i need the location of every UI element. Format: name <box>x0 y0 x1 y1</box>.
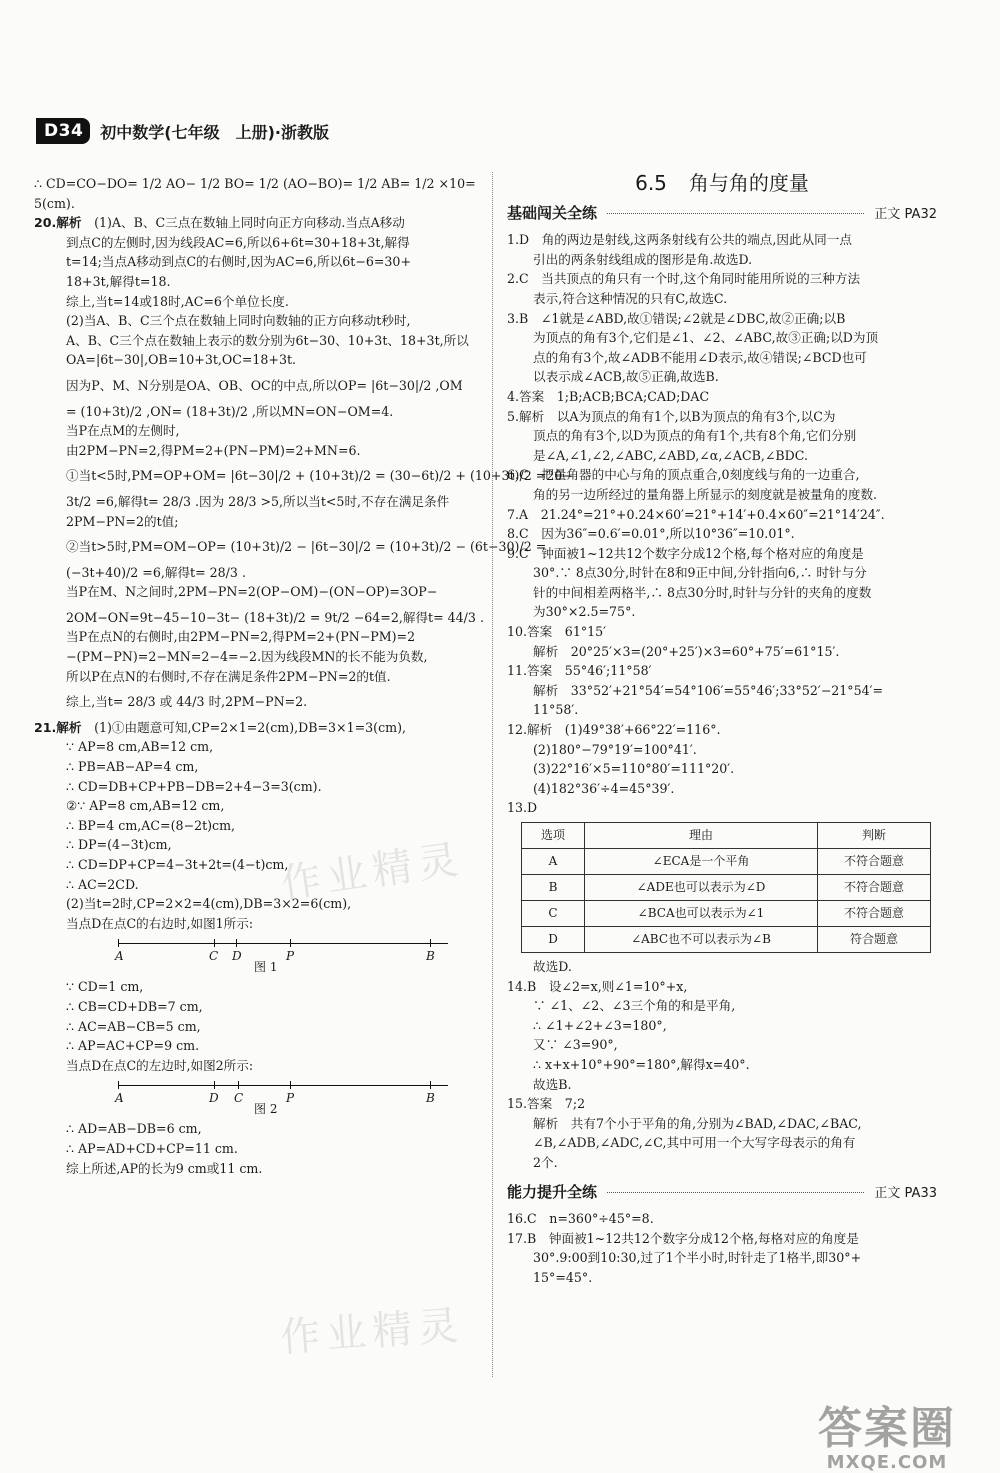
answer-line: 为顶点的角有3个,它们是∠1、∠2、∠ABC,故③正确;以D为顶 <box>533 330 879 346</box>
page-header <box>36 118 329 144</box>
point-label: B <box>426 1091 435 1106</box>
text-line: 综上所述,AP的长为9 cm或11 cm. <box>66 1160 263 1176</box>
answer-line: 解析 共有7个小于平角的角,分别为∠BAD,∠DAC,∠BAC, <box>533 1115 862 1131</box>
point-label: B <box>426 949 435 964</box>
text-line: ∴ CB=CD+DB=7 cm, <box>66 998 203 1014</box>
text-line: 综上,当t=14或18时,AC=6个单位长度. <box>66 293 289 309</box>
site-logo <box>818 1392 956 1473</box>
answer-line: ∴ x+x+10°+90°=180°,解得x=40°. <box>533 1056 750 1072</box>
text-line: 当P在M、N之间时,2PM−PN=2(OP−OM)−(ON−OP)=3OP− <box>66 584 438 600</box>
text-line: ∴ CD=DB+CP+PB−DB=2+4−3=3(cm). <box>66 778 322 794</box>
question-number: 21.解析 <box>34 719 82 735</box>
text-line: A、B、C三个点在数轴上表示的数分别为6t−30、10+3t、18+3t,所以 <box>66 332 469 348</box>
answer-line: 故选D. <box>533 959 572 974</box>
text-line: ∴ CD=CO−DO= 1/2 AO− 1/2 BO= 1/2 (AO−BO)= 1/2 AB= 1/2 ×10= <box>34 176 476 191</box>
text-line: (1)A、B、C三点在数轴上同时向正方向移动.当点A移动 <box>94 215 405 231</box>
text-line: = (10+3t)/2 ,ON= (18+3t)/2 ,所以MN=ON−OM=4. <box>66 403 394 419</box>
answer-line: 3.B ∠1就是∠ABD,故①错误;∠2就是∠DBC,故②正确;以B <box>507 310 846 326</box>
page-number-badge: D34 <box>36 118 90 144</box>
question-number: 20.解析 <box>34 215 82 231</box>
section-number: 6.5 <box>635 171 667 195</box>
table-cell: D <box>522 927 585 953</box>
table-cell: ∠BCA也可以表示为∠1 <box>585 901 818 927</box>
point-label: A <box>115 949 124 964</box>
page-reference: 正文 PA32 <box>874 206 937 222</box>
text-line: 当点D在点C的左边时,如图2所示: <box>66 1057 254 1073</box>
subsection-heading <box>507 204 937 225</box>
table-header-row <box>522 823 931 849</box>
text-line: 3t/2 =6,解得t= 28/3 .因为 28/3 >5,所以当t<5时,不存在满足条件 <box>66 493 450 509</box>
table-row <box>522 849 931 875</box>
answer-line: 1.D 角的两边是射线,这两条射线有公共的端点,因此从同一点 <box>507 232 852 248</box>
point-label: P <box>286 1091 295 1106</box>
figure-2 <box>34 1077 480 1117</box>
answer-table <box>521 822 931 953</box>
answer-line: 顶点的角有3个,以D为顶点的角有1个,共有8个角,它们分别 <box>533 428 857 444</box>
watermark: 作业精灵 <box>278 836 467 908</box>
answer-line: 2个. <box>533 1154 558 1170</box>
text-line: 当P在点N的右侧时,由2PM−PN=2,得PM=2+(PN−PM)=2 <box>66 629 416 645</box>
figure-caption: 图 1 <box>254 960 278 975</box>
answer-line: 15.答案 7;2 <box>507 1096 586 1112</box>
answer-line: ∴ ∠1+∠2+∠3=180°, <box>533 1017 667 1033</box>
answer-line: 以表示成∠ACB,故⑤正确,故选B. <box>533 369 719 385</box>
text-line: ①当t<5时,PM=OP+OM= |6t−30|/2 + (10+3t)/2 = (30−6t)/2 + (10+3t)/2 =20− <box>66 468 573 484</box>
point-label: D <box>232 949 242 964</box>
text-line: 因为P、M、N分别是OA、OB、OC的中点,所以OP= |6t−30|/2 ,OM <box>66 377 463 393</box>
section-title <box>507 171 937 195</box>
answer-line: 12.解析 (1)49°38′+66°22′=116°. <box>507 722 721 738</box>
text-line: 18+3t,解得t=18. <box>66 273 171 289</box>
question-21 <box>34 718 480 738</box>
table-cell: 不符合题意 <box>818 875 931 901</box>
table-cell: A <box>522 849 585 875</box>
answer-line: 11.答案 55°46′;11°58′ <box>507 663 652 679</box>
table-row <box>522 875 931 901</box>
table-cell: 不符合题意 <box>818 901 931 927</box>
number-line <box>118 1085 448 1086</box>
answer-line: 14.B 设∠2=x,则∠1=10°+x, <box>507 978 688 994</box>
answer-line: 2.C 当共顶点的角只有一个时,这个角同时能用所说的三种方法 <box>507 271 861 287</box>
text-line: ∴ AP=AC+CP=9 cm. <box>66 1038 200 1054</box>
text-line: ∴ DP=(4−3t)cm, <box>66 837 172 853</box>
subsection-title: 能力提升全练 <box>507 1182 598 1201</box>
column-divider <box>492 172 493 1377</box>
answer-line: 解析 20°25′×3=(20°+25′)×3=60°+75′=61°15′. <box>533 643 840 659</box>
table-cell: ∠ABC也不可以表示为∠B <box>585 927 818 953</box>
watermark: 作业精灵 <box>278 1302 466 1362</box>
text-line: ∵ AP=8 cm,AB=12 cm, <box>66 739 214 755</box>
answer-line: 是∠A,∠1,∠2,∠ABC,∠ABD,∠α,∠ACB,∠BDC. <box>533 447 808 463</box>
text-line: 当点D在点C的右边时,如图1所示: <box>66 915 254 931</box>
answer-line: (4)182°36′÷4=45°39′. <box>533 780 675 796</box>
text-line: 所以P在点N的右侧时,不存在满足条件2PM−PN=2的t值. <box>66 668 391 684</box>
text-line: t=14;当点A移动到点C的右侧时,因为AC=6,所以6t−6=30+ <box>66 254 411 270</box>
figure-caption: 图 2 <box>254 1102 278 1117</box>
text-line: 当P在点M的左侧时, <box>66 423 180 439</box>
table-header: 理由 <box>585 823 818 849</box>
answer-line: 11°58′. <box>533 702 579 718</box>
table-cell: 符合题意 <box>818 927 931 953</box>
table-cell: ∠ECA是一个平角 <box>585 849 818 875</box>
text-line: 综上,当t= 28/3 或 44/3 时,2PM−PN=2. <box>66 694 308 710</box>
subsection-title: 基础闯关全练 <box>507 203 598 222</box>
text-line: 2PM−PN=2的t值; <box>66 513 179 529</box>
answer-line: (2)180°−79°19′=100°41′. <box>533 741 697 757</box>
point-label: D <box>209 1091 219 1106</box>
text-line: ∴ AC=AB−CB=5 cm, <box>66 1018 201 1034</box>
table-cell: ∠ADE也可以表示为∠D <box>585 875 818 901</box>
figure-1 <box>34 935 480 975</box>
table-cell: C <box>522 901 585 927</box>
answer-line: 针的中间相差两格半,∴ 8点30分时,时针与分针的夹角的度数 <box>533 584 872 600</box>
answer-line: 7.A 21.24°=21°+0.24×60′=21°+14′+0.4×60″=21°14′24″. <box>507 506 885 522</box>
question-20 <box>34 213 480 233</box>
answer-line: 15°=45°. <box>533 1269 593 1285</box>
answer-line: 8.C 因为36″=0.6′=0.01°,所以10°36″=10.01°. <box>507 526 795 542</box>
answer-line: 点的角有3个,故∠ADB不能用∠D表示,故④错误;∠BCD也可 <box>533 349 867 365</box>
text-line: OA=|6t−30|,OB=10+3t,OC=18+3t. <box>66 352 297 368</box>
logo-text: 答案圈 <box>818 1403 956 1454</box>
answer-line: 4.答案 1;B;ACB;BCA;CAD;DAC <box>507 388 710 404</box>
answer-line: 为30°×2.5=75°. <box>533 604 636 620</box>
subsection-heading <box>507 1183 937 1204</box>
text-line: ②当t>5时,PM=OM−OP= (10+3t)/2 − |6t−30|/2 = (10+3t)/2 − (6t−30)/2 = <box>66 539 547 555</box>
answer-line: 9.C 钟面被1~12共12个数字分成12个格,每个格对应的角度是 <box>507 545 864 561</box>
answer-line: (3)22°16′×5=110°80′=111°20′. <box>533 761 735 777</box>
answer-line: 5.解析 以A为顶点的角有1个,以B为顶点的角有3个,以C为 <box>507 408 836 424</box>
answer-line: 角的另一边所经过的量角器上所显示的刻度就是被量角的度数. <box>533 486 878 502</box>
number-line <box>118 943 448 944</box>
table-header: 选项 <box>522 823 585 849</box>
table-cell: 不符合题意 <box>818 849 931 875</box>
text-line: (1)①由题意可知,CP=2×1=2(cm),DB=3×1=3(cm), <box>94 719 406 735</box>
text-line: (−3t+40)/2 =6,解得t= 28/3 . <box>66 564 246 580</box>
text-line: −(PM−PN)=2−MN=2−4=−2.因为线段MN的长不能为负数, <box>66 649 428 665</box>
table-row <box>522 927 931 953</box>
point-label: C <box>234 1091 244 1106</box>
text-line: ∴ CD=DP+CP=4−3t+2t=(4−t)cm, <box>66 857 289 872</box>
section-name: 角与角的度量 <box>688 171 809 195</box>
right-column <box>507 171 937 1288</box>
text-line: (2)当t=2时,CP=2×2=4(cm),DB=3×2=6(cm), <box>66 896 352 912</box>
text-line: 到点C的左侧时,因为线段AC=6,所以6+6t=30+18+3t,解得 <box>66 234 410 250</box>
answer-line: 17.B 钟面被1~12共12个数字分成12个格,每格对应的角度是 <box>507 1230 859 1246</box>
answer-line: 又∵ ∠3=90°, <box>533 1037 618 1053</box>
point-label: P <box>286 949 295 964</box>
text-line: 5(cm). <box>34 195 75 211</box>
table-row <box>522 901 931 927</box>
answer-line: 引出的两条射线组成的图形是角.故选D. <box>533 251 753 267</box>
answer-line: 13.D <box>507 800 538 816</box>
point-label: A <box>115 1091 124 1106</box>
answer-line: 10.答案 61°15′ <box>507 624 607 640</box>
table-cell: B <box>522 875 585 901</box>
logo-url: MXQE.COM <box>826 1452 948 1473</box>
answer-line: 16.C n=360°÷45°=8. <box>507 1211 654 1227</box>
answer-line: 表示,符合这种情况的只有C,故选C. <box>533 290 728 306</box>
answer-line: 30°.∵ 8点30分,时针在8和9正中间,分针指向6,∴ 时针与分 <box>533 565 867 581</box>
text-line: (2)当A、B、C三个点在数轴上同时向数轴的正方向移动t秒时, <box>66 313 411 329</box>
answer-line: 故选B. <box>533 1076 572 1092</box>
answer-line: ∵ ∠1、∠2、∠3三个角的和是平角, <box>533 998 736 1014</box>
text-line: ∴ BP=4 cm,AC=(8−2t)cm, <box>66 817 236 833</box>
point-label: C <box>209 949 219 964</box>
answer-line: 解析 33°52′+21°54′=54°106′=55°46′;33°52′−21°54′= <box>533 682 884 698</box>
table-header: 判断 <box>818 823 931 849</box>
answer-line: 6.C 把量角器的中心与角的顶点重合,0刻度线与角的一边重合, <box>507 467 860 483</box>
text-line: ②∵ AP=8 cm,AB=12 cm, <box>66 798 225 814</box>
text-line: ∴ AC=2CD. <box>66 876 139 892</box>
text-line: ∵ CD=1 cm, <box>66 979 144 995</box>
text-line: 由2PM−PN=2,得PM=2+(PN−PM)=2+MN=6. <box>66 442 361 458</box>
book-title: 初中数学(七年级 上册)·浙教版 <box>100 122 329 142</box>
text-line: ∴ PB=AB−AP=4 cm, <box>66 759 199 775</box>
answer-line: ∠B,∠ADB,∠ADC,∠C,其中可用一个大写字母表示的角有 <box>533 1135 856 1151</box>
page-reference: 正文 PA33 <box>874 1185 937 1201</box>
text-line: ∴ AD=AB−DB=6 cm, <box>66 1121 202 1137</box>
text-line: ∴ AP=AD+CD+CP=11 cm. <box>66 1140 238 1156</box>
text-line: 2OM−ON=9t−45−10−3t− (18+3t)/2 = 9t/2 −64=2,解得t= 44/3 . <box>66 609 484 625</box>
answer-line: 30°.9:00到10:30,过了1个半小时,时针走了1格半,即30°+ <box>533 1250 862 1266</box>
